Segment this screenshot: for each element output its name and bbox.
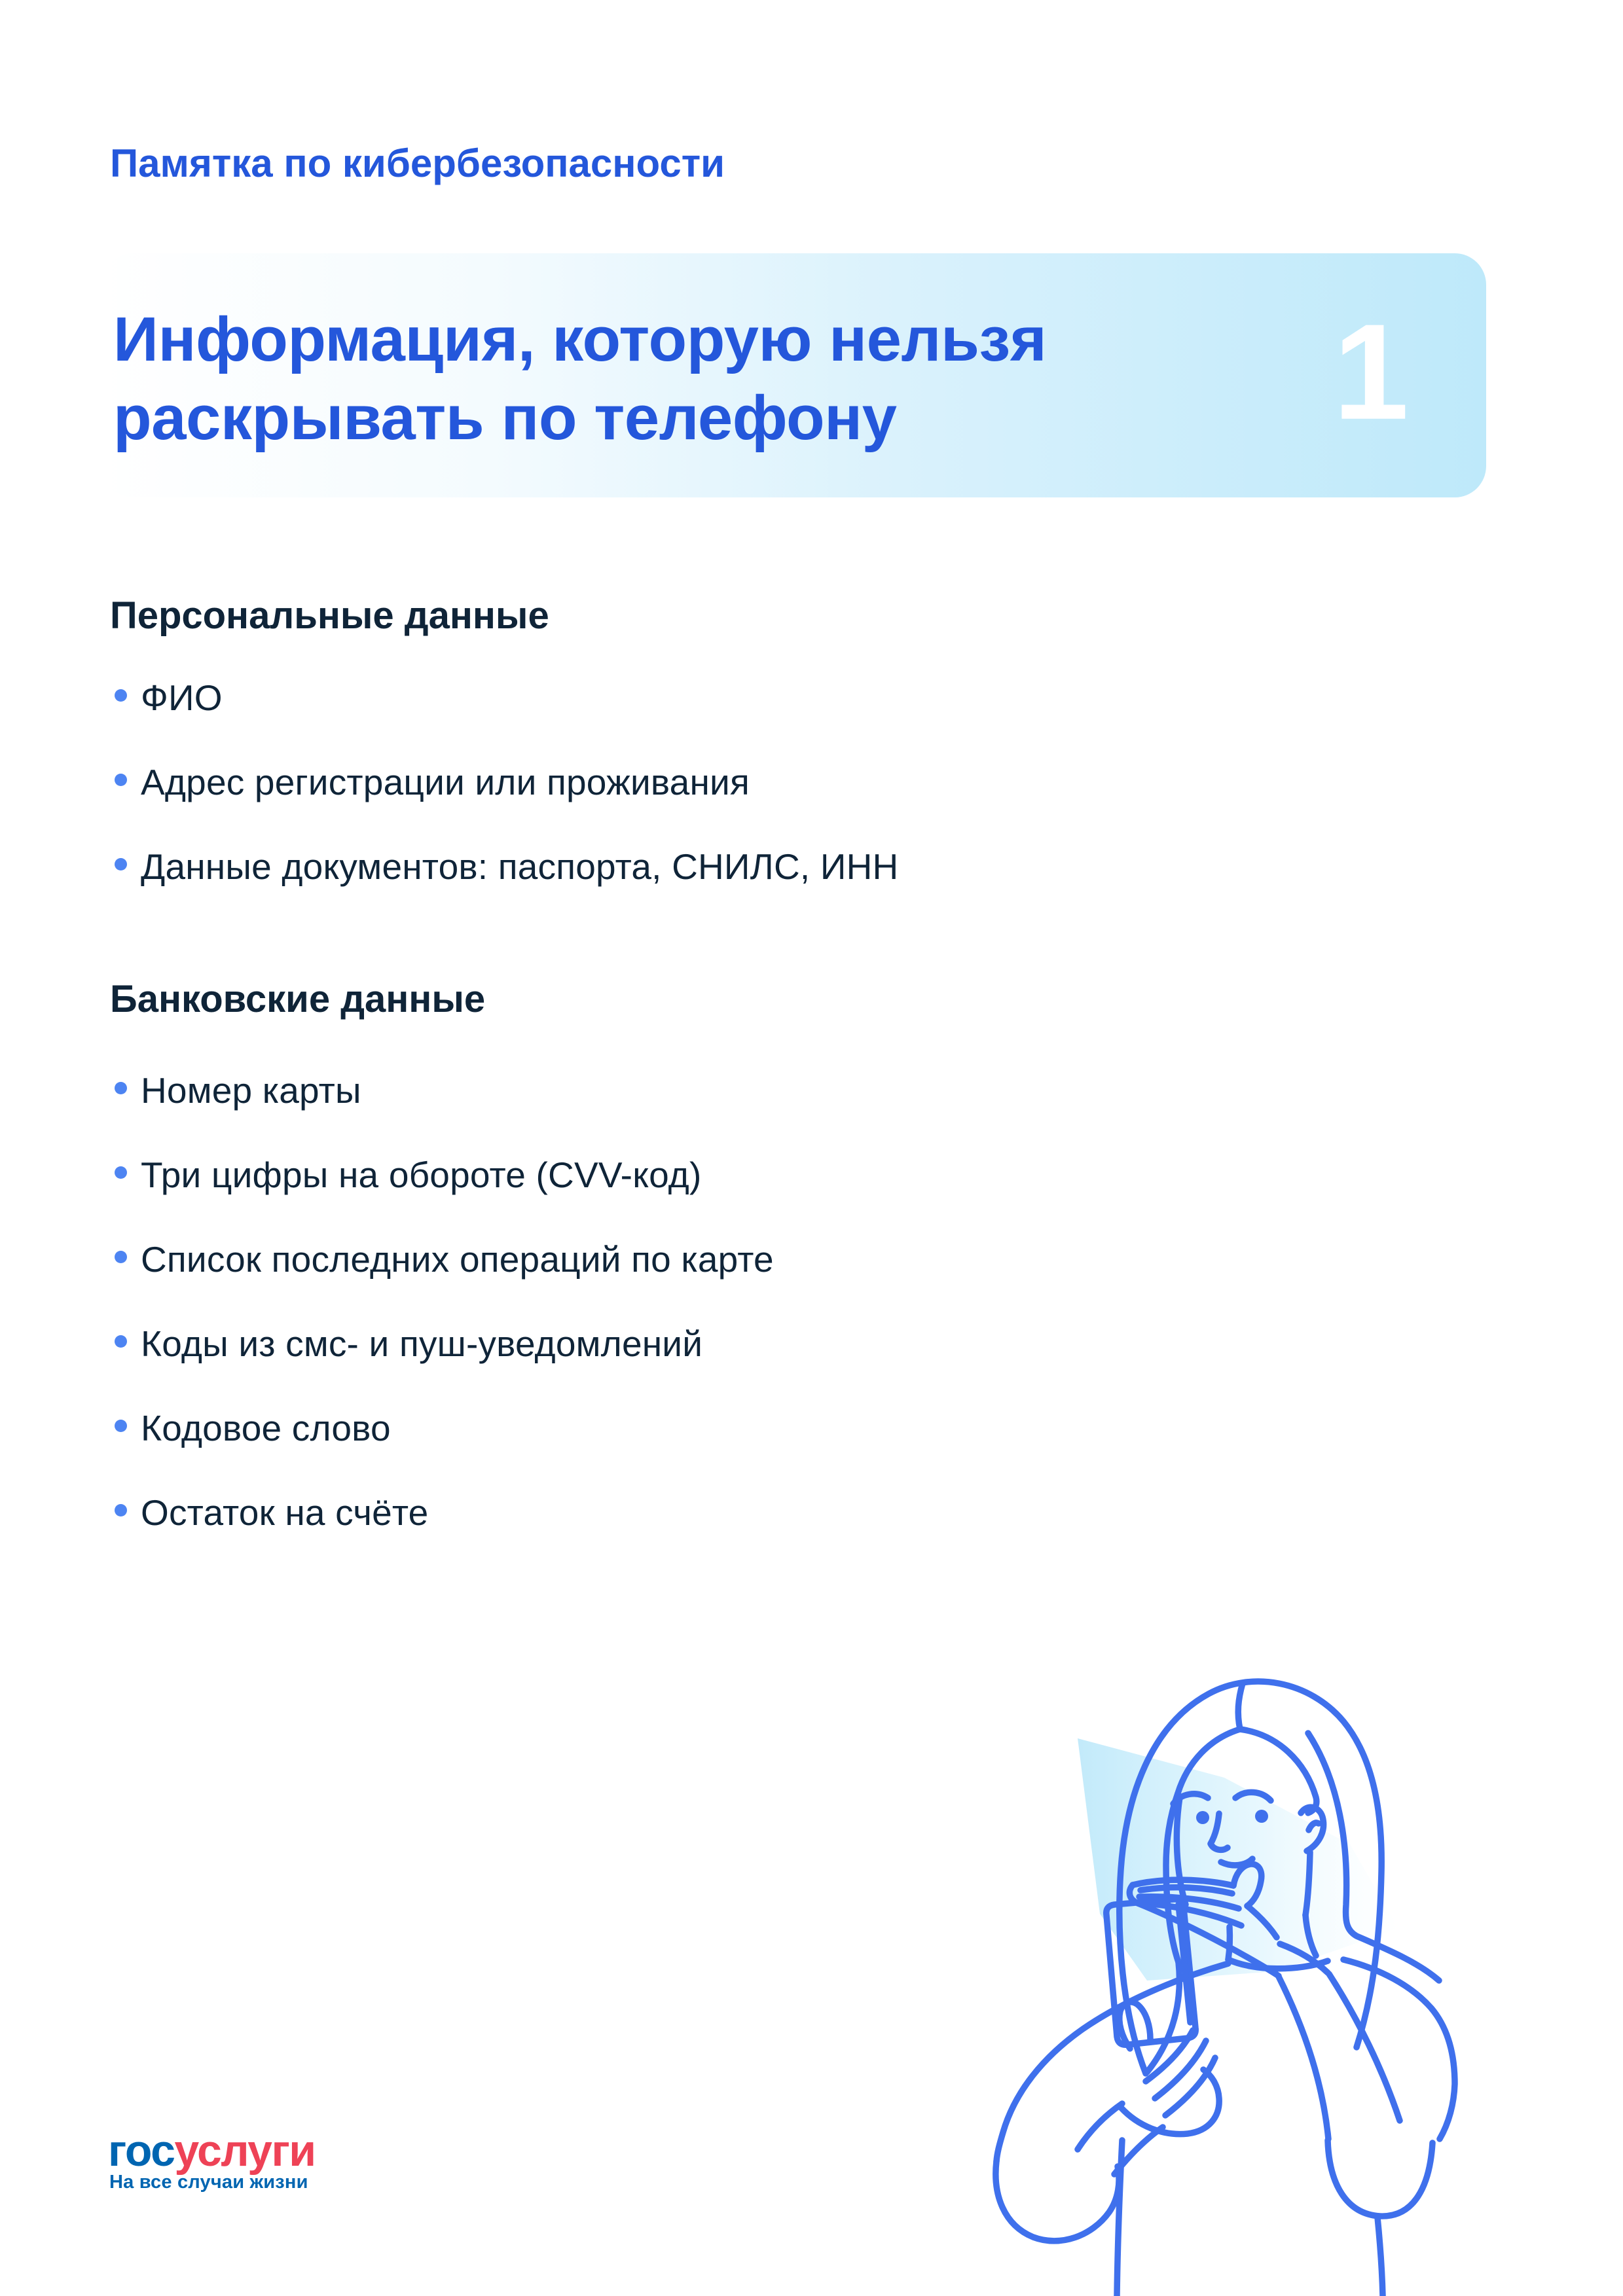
bullet-dot-icon xyxy=(115,689,127,702)
list-item-label: ФИО xyxy=(141,677,223,718)
list-item xyxy=(110,1217,774,1301)
gosuslugi-logo xyxy=(108,2125,316,2176)
forearm-outer-right xyxy=(1329,1974,1400,2121)
list-item xyxy=(110,655,898,740)
bullet-dot-icon xyxy=(115,1251,127,1263)
elbow-cuff-left xyxy=(996,2161,1119,2241)
page-kicker: Памятка по кибербезопасности xyxy=(110,141,725,185)
list-item-label: Кодовое слово xyxy=(141,1407,391,1448)
list-item-label: Список последних операций по карте xyxy=(141,1238,774,1280)
section-heading-personal-data: Персональные данные xyxy=(110,594,549,637)
page-number-badge: 1 xyxy=(1333,296,1409,448)
list-item xyxy=(110,1301,774,1386)
hair-parting xyxy=(1238,1683,1243,1729)
logo-text-blue: гос xyxy=(108,2126,175,2176)
page-title-line2: раскрывать по телефону xyxy=(113,383,897,453)
bullet-dot-icon xyxy=(115,1166,127,1179)
list-item-label: Три цифры на обороте (CVV-код) xyxy=(141,1154,702,1195)
list-item xyxy=(110,1386,774,1470)
list-item xyxy=(110,740,898,824)
personal-data-list xyxy=(110,655,898,908)
eye-left xyxy=(1196,1811,1209,1824)
body-side-right xyxy=(1377,2217,1383,2296)
bullet-dot-icon xyxy=(115,1335,127,1348)
bullet-dot-icon xyxy=(115,1504,127,1516)
list-item-label: Данные документов: паспорта, СНИЛС, ИНН xyxy=(141,846,899,887)
page-title xyxy=(113,300,1046,457)
wrist-left-a xyxy=(1078,2104,1122,2149)
logo-tagline: На все случаи жизни xyxy=(109,2172,308,2193)
bullet-dot-icon xyxy=(115,774,127,786)
title-banner xyxy=(101,253,1486,497)
list-item-label: Номер карты xyxy=(141,1069,361,1111)
worried-woman-with-phone-illustration xyxy=(949,1622,1473,2296)
list-item-label: Адрес регистрации или проживания xyxy=(141,761,750,802)
bank-data-list xyxy=(110,1048,774,1554)
logo-text-red: услуги xyxy=(174,2126,316,2176)
bullet-dot-icon xyxy=(115,1082,127,1094)
list-item-label: Коды из смс- и пуш-уведомлений xyxy=(141,1323,703,1364)
section-heading-bank-data: Банковские данные xyxy=(110,978,486,1020)
list-item xyxy=(110,1132,774,1217)
bullet-dot-icon xyxy=(115,858,127,870)
bullet-dot-icon xyxy=(115,1420,127,1432)
elbow-right xyxy=(1328,2140,1432,2216)
phone-light-beam xyxy=(1078,1738,1398,1981)
list-item xyxy=(110,824,898,908)
list-item-label: Остаток на счёте xyxy=(141,1492,429,1533)
forearm-inner-right xyxy=(1279,1977,1328,2139)
page-title-line1: Информация, которую нельзя xyxy=(113,304,1047,374)
list-item xyxy=(110,1048,774,1132)
eye-right xyxy=(1255,1810,1268,1823)
list-item xyxy=(110,1470,774,1554)
